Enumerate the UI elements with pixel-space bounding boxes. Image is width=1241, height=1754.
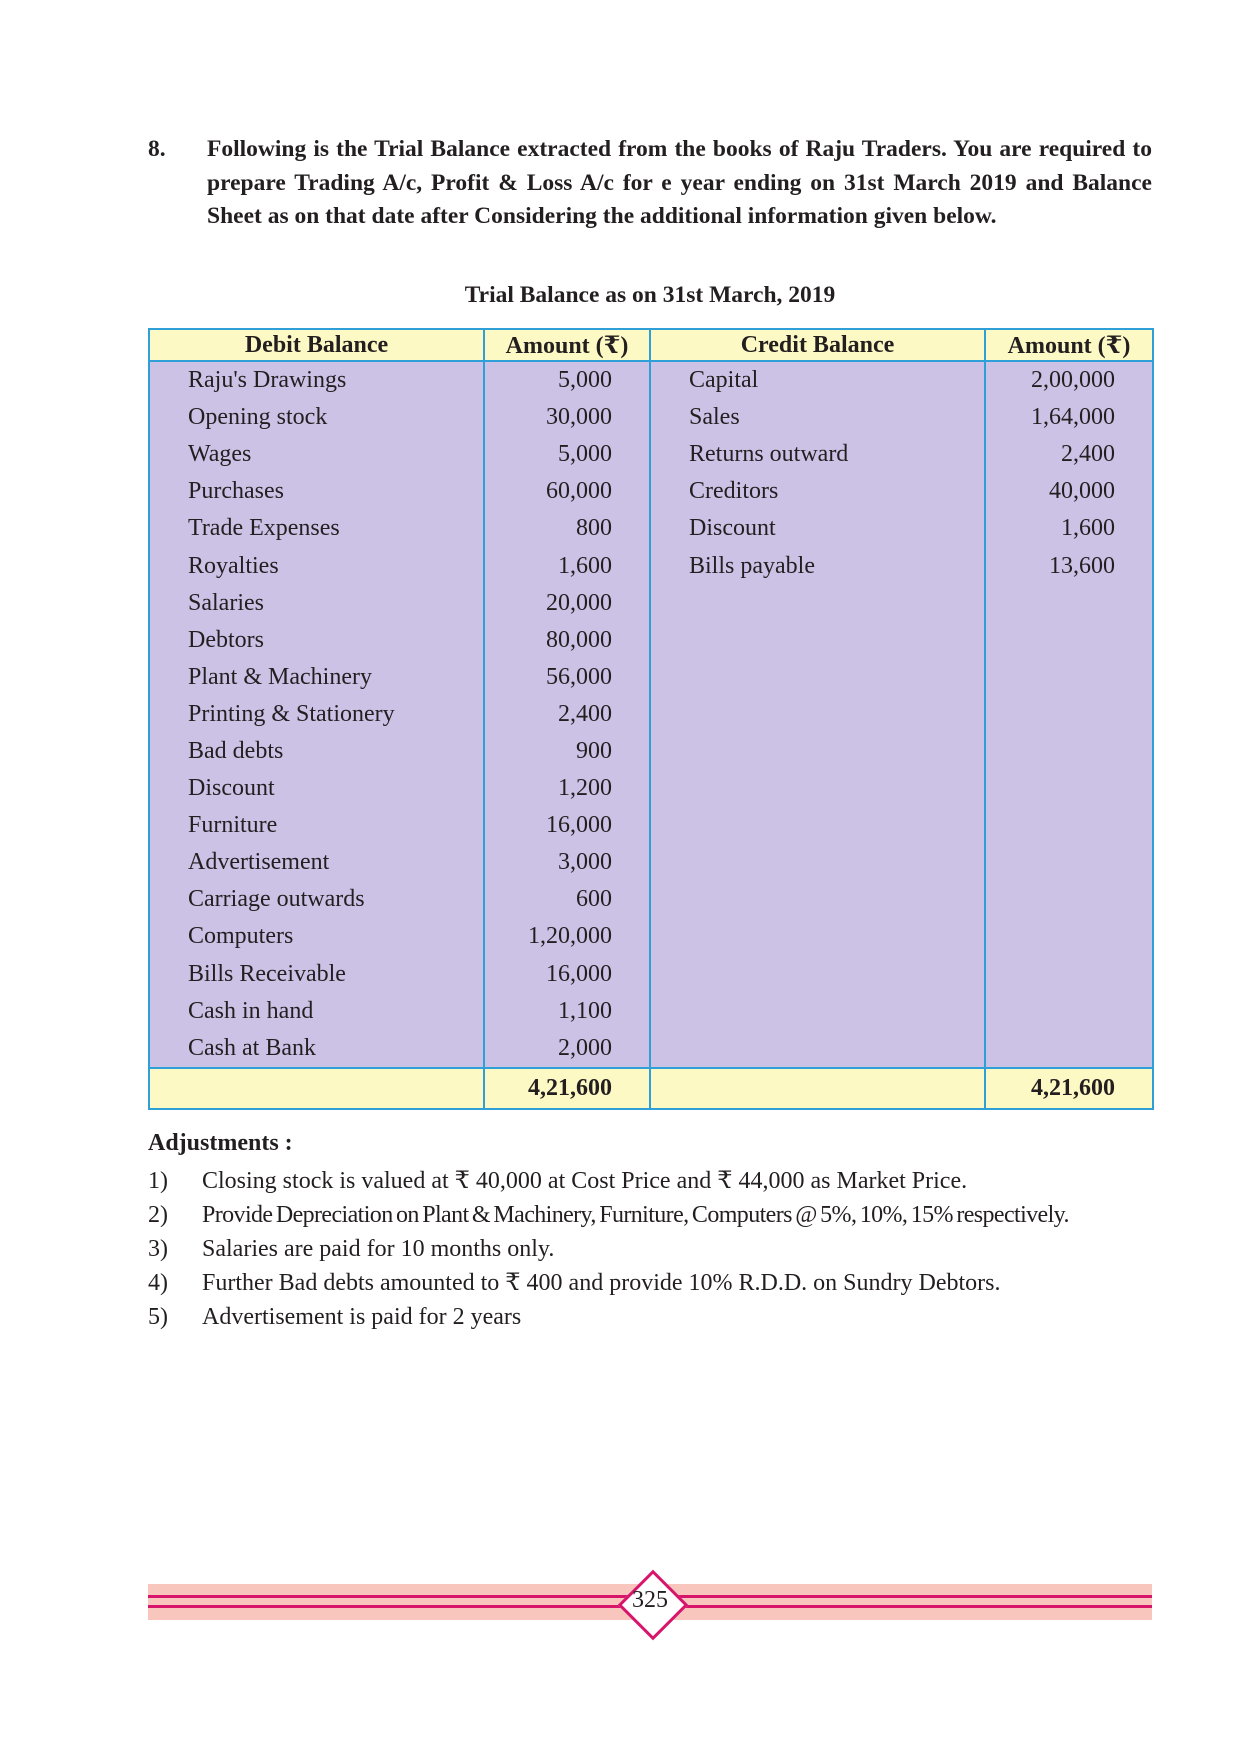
adjustment-text: Provide Depreciation on Plant & Machinery, Furniture, Computers @ 5%, 10%, 15% respectively. — [202, 1202, 1069, 1228]
adjustment-number: 5) — [148, 1304, 168, 1330]
adjustments-title: Adjustments : — [148, 1130, 293, 1156]
table-row — [149, 473, 1153, 510]
debit-account: Opening stock — [149, 399, 484, 436]
table-row — [149, 807, 1153, 844]
debit-amount: 60,000 — [484, 473, 650, 510]
debit-account: Carriage outwards — [149, 881, 484, 918]
credit-account — [650, 585, 985, 622]
debit-amount: 800 — [484, 510, 650, 547]
credit-amount — [985, 918, 1153, 955]
debit-account: Printing & Stationery — [149, 696, 484, 733]
page-footer — [148, 1584, 1152, 1620]
trial-balance-body — [149, 361, 1153, 1068]
debit-account: Bad debts — [149, 733, 484, 770]
total-debit-label — [149, 1068, 484, 1109]
adjustment-item — [148, 1232, 1158, 1266]
table-row — [149, 361, 1153, 399]
debit-amount: 16,000 — [484, 956, 650, 993]
adjustment-text: Advertisement is paid for 2 years — [202, 1304, 522, 1330]
debit-account: Discount — [149, 770, 484, 807]
credit-amount — [985, 733, 1153, 770]
total-credit-label — [650, 1068, 985, 1109]
credit-amount — [985, 659, 1153, 696]
table-row — [149, 659, 1153, 696]
table-row — [149, 881, 1153, 918]
table-row — [149, 585, 1153, 622]
header-credit-amount: Amount (₹) — [985, 329, 1153, 361]
adjustment-item — [148, 1266, 1158, 1300]
debit-account: Raju's Drawings — [149, 361, 484, 399]
credit-account — [650, 956, 985, 993]
header-debit-amount: Amount (₹) — [484, 329, 650, 361]
credit-amount: 2,00,000 — [985, 361, 1153, 399]
question-text: Following is the Trial Balance extracted from the books of Raju Traders. You are required to prepare Trading A/c, Profit & Loss A/c for e year ending on 31st March 2019 and Balance Sheet as on that date after Considering the additional information given below. — [207, 136, 1152, 229]
credit-account — [650, 659, 985, 696]
debit-account: Computers — [149, 918, 484, 955]
debit-amount: 80,000 — [484, 622, 650, 659]
credit-amount: 13,600 — [985, 547, 1153, 584]
debit-account: Wages — [149, 436, 484, 473]
credit-account — [650, 696, 985, 733]
adjustments-list — [148, 1164, 1158, 1334]
table-row — [149, 733, 1153, 770]
table-total-row — [149, 1068, 1153, 1109]
credit-account: Sales — [650, 399, 985, 436]
credit-account — [650, 807, 985, 844]
table-row — [149, 399, 1153, 436]
debit-account: Bills Receivable — [149, 956, 484, 993]
debit-account: Furniture — [149, 807, 484, 844]
table-row — [149, 436, 1153, 473]
credit-account — [650, 622, 985, 659]
credit-account — [650, 993, 985, 1030]
debit-amount: 1,200 — [484, 770, 650, 807]
header-debit-balance: Debit Balance — [149, 329, 484, 361]
debit-amount: 30,000 — [484, 399, 650, 436]
debit-account: Trade Expenses — [149, 510, 484, 547]
debit-account: Debtors — [149, 622, 484, 659]
credit-amount — [985, 844, 1153, 881]
trial-balance-title: Trial Balance as on 31st March, 2019 — [464, 282, 836, 308]
table-row — [149, 510, 1153, 547]
credit-amount: 1,600 — [985, 510, 1153, 547]
credit-account — [650, 770, 985, 807]
debit-amount: 600 — [484, 881, 650, 918]
table-row — [149, 918, 1153, 955]
debit-account: Cash at Bank — [149, 1030, 484, 1068]
table-header-row — [149, 329, 1153, 361]
credit-amount — [985, 770, 1153, 807]
debit-amount: 56,000 — [484, 659, 650, 696]
credit-amount — [985, 807, 1153, 844]
debit-account: Royalties — [149, 547, 484, 584]
credit-account — [650, 844, 985, 881]
credit-amount: 2,400 — [985, 436, 1153, 473]
adjustment-item — [148, 1198, 1158, 1232]
adjustment-number: 2) — [148, 1202, 168, 1228]
table-row — [149, 547, 1153, 584]
trial-balance-table — [148, 328, 1154, 1110]
credit-amount — [985, 585, 1153, 622]
table-row — [149, 993, 1153, 1030]
page-number: 325 — [632, 1587, 668, 1613]
credit-account — [650, 733, 985, 770]
debit-amount: 20,000 — [484, 585, 650, 622]
header-credit-balance: Credit Balance — [650, 329, 985, 361]
table-row — [149, 770, 1153, 807]
credit-amount — [985, 1030, 1153, 1068]
credit-account: Bills payable — [650, 547, 985, 584]
credit-account — [650, 881, 985, 918]
debit-amount: 2,000 — [484, 1030, 650, 1068]
adjustment-text: Further Bad debts amounted to ₹ 400 and provide 10% R.D.D. on Sundry Debtors. — [202, 1270, 1001, 1296]
credit-amount — [985, 881, 1153, 918]
debit-amount: 3,000 — [484, 844, 650, 881]
credit-account: Creditors — [650, 473, 985, 510]
credit-account: Discount — [650, 510, 985, 547]
table-row — [149, 956, 1153, 993]
debit-account: Salaries — [149, 585, 484, 622]
credit-amount: 1,64,000 — [985, 399, 1153, 436]
credit-amount: 40,000 — [985, 473, 1153, 510]
credit-amount — [985, 622, 1153, 659]
table-row — [149, 622, 1153, 659]
credit-amount — [985, 993, 1153, 1030]
debit-amount: 1,20,000 — [484, 918, 650, 955]
credit-account: Capital — [650, 361, 985, 399]
debit-amount: 1,100 — [484, 993, 650, 1030]
table-row — [149, 844, 1153, 881]
debit-amount: 900 — [484, 733, 650, 770]
credit-account — [650, 1030, 985, 1068]
debit-amount: 5,000 — [484, 436, 650, 473]
table-row — [149, 696, 1153, 733]
credit-account: Returns outward — [650, 436, 985, 473]
credit-amount — [985, 956, 1153, 993]
total-debit-amount: 4,21,600 — [484, 1068, 650, 1109]
debit-amount: 2,400 — [484, 696, 650, 733]
debit-account: Purchases — [149, 473, 484, 510]
debit-amount: 16,000 — [484, 807, 650, 844]
adjustment-item — [148, 1164, 1158, 1198]
table-row — [149, 1030, 1153, 1068]
adjustment-text: Salaries are paid for 10 months only. — [202, 1236, 555, 1262]
debit-account: Cash in hand — [149, 993, 484, 1030]
adjustment-number: 1) — [148, 1168, 168, 1194]
debit-account: Advertisement — [149, 844, 484, 881]
debit-amount: 1,600 — [484, 547, 650, 584]
debit-amount: 5,000 — [484, 361, 650, 399]
credit-amount — [985, 696, 1153, 733]
adjustment-item — [148, 1300, 1158, 1334]
adjustment-number: 4) — [148, 1270, 168, 1296]
adjustment-number: 3) — [148, 1236, 168, 1262]
adjustment-text: Closing stock is valued at ₹ 40,000 at Cost Price and ₹ 44,000 as Market Price. — [202, 1168, 968, 1194]
credit-account — [650, 918, 985, 955]
question — [148, 133, 1152, 234]
debit-account: Plant & Machinery — [149, 659, 484, 696]
total-credit-amount: 4,21,600 — [985, 1068, 1153, 1109]
question-number: 8. — [148, 136, 166, 162]
